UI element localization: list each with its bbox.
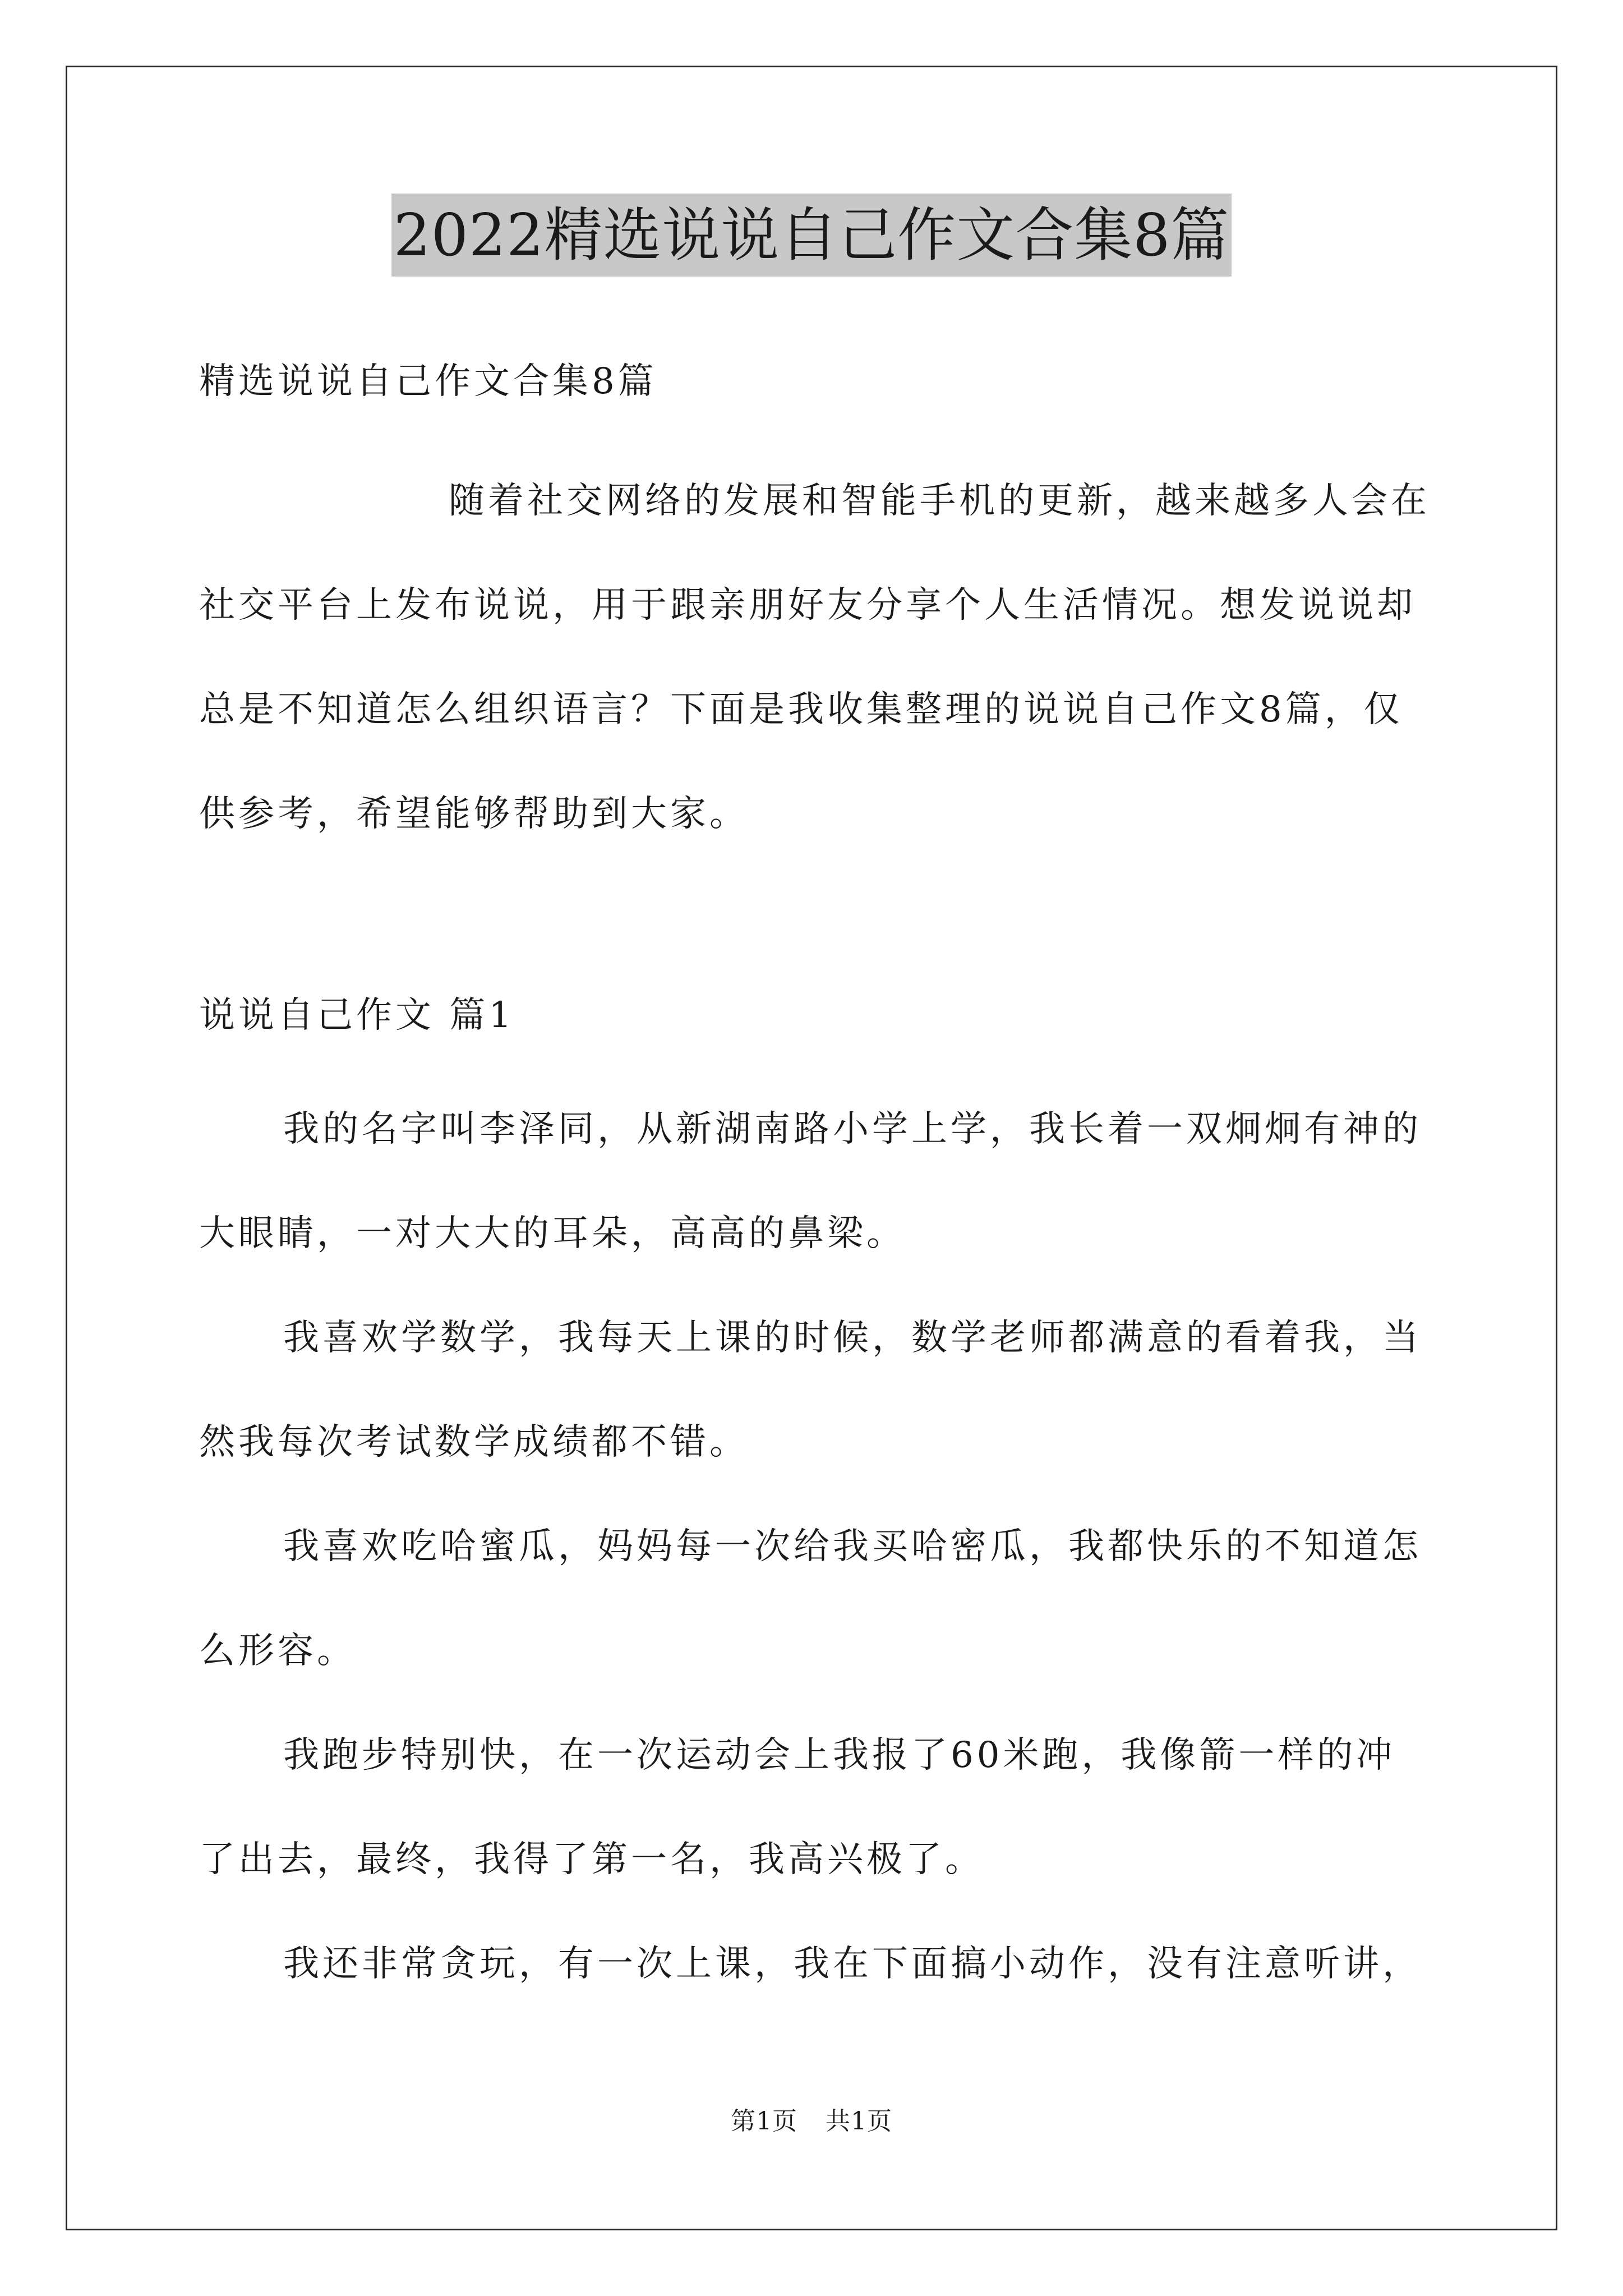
essay-paragraph: 我还非常贪玩，有一次上课，我在下面搞小动作，没有注意听讲， <box>283 1943 1422 1985</box>
intro-paragraph: 随着社交网络的发展和智能手机的更新，越来越多人会在社交平台上发布说说，用于跟亲朋好友分享个人生活情况。想发说说却总是不知道怎么组织语言？下面是我收集整理的说说自己作文8篇，仅供参考，希望能够帮助到大家。 <box>199 480 1430 835</box>
essay-paragraph: 我跑步特别快，在一次运动会上我报了60米跑，我像箭一样的冲了出去，最终，我得了第一名，我高兴极了。 <box>199 1734 1396 1880</box>
page-footer <box>0 2101 1623 2137</box>
page-number: 第1页 <box>731 2107 797 2136</box>
essay-paragraph: 我的名字叫李泽同，从新湖南路小学上学，我长着一双炯炯有神的大眼睛，一对大大的耳朵，高高的鼻梁。 <box>199 1108 1422 1254</box>
section-heading: 说说自己作文 篇1 <box>199 995 515 1036</box>
document-title-text: 2022精选说说自己作文合集8篇 <box>391 194 1232 277</box>
essay-paragraph: 我喜欢吃哈蜜瓜，妈妈每一次给我买哈密瓜，我都快乐的不知道怎么形容。 <box>199 1526 1422 1672</box>
essay-body <box>199 1077 1433 2016</box>
document-title <box>0 194 1623 277</box>
document-subtitle: 精选说说自己作文合集8篇 <box>199 361 657 402</box>
page-total: 共1页 <box>826 2107 892 2136</box>
essay-paragraph: 我喜欢学数学，我每天上课的时候，数学老师都满意的看着我，当然我每次考试数学成绩都不错。 <box>199 1317 1422 1463</box>
